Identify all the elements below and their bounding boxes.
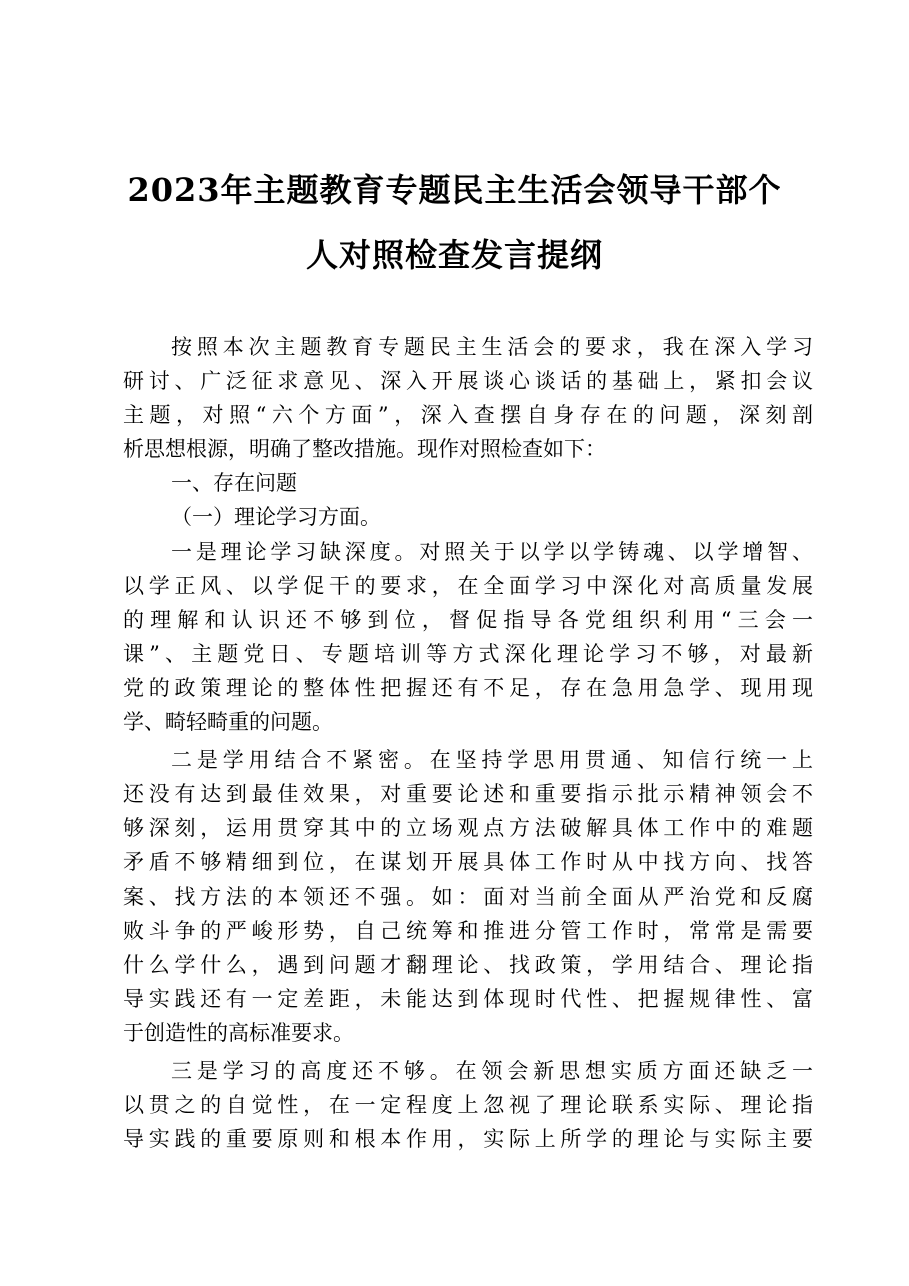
paragraph-line: 二是学用结合不紧密。在坚持学思用贯通、知信行统一上 (171, 748, 813, 773)
paragraph-line: 矛盾不够精细到位，在谋划开展具体工作时从中找方向、找答 (123, 850, 813, 875)
paragraph-line: 导实践还有一定差距，未能达到体现时代性、把握规律性、富 (123, 986, 813, 1011)
section-heading: 一、存在问题 (171, 471, 297, 496)
paragraph-line: 以贯之的自觉性，在一定程度上忽视了理论联系实际、理论指 (123, 1093, 813, 1118)
paragraph-line: 学、畸轻畸重的问题。 (123, 710, 333, 735)
paragraph-line: 够深刻，运用贯穿其中的立场观点方法破解具体工作中的难题 (123, 816, 813, 841)
paragraph-line: 以学正风、以学促干的要求，在全面学习中深化对高质量发展 (123, 573, 813, 598)
paragraph-line: 的理解和认识还不够到位，督促指导各党组织利用“三会一 (123, 607, 813, 632)
paragraph-line: 课”、主题党日、专题培训等方式深化理论学习不够，对最新 (123, 641, 813, 666)
paragraph-line: 主题，对照“六个方面”，深入查摆自身存在的问题，深刻剖 (123, 403, 813, 428)
paragraph-line: 按照本次主题教育专题民主生活会的要求，我在深入学习 (171, 335, 813, 359)
paragraph-line: 党的政策理论的整体性把握还有不足，存在急用急学、现用现 (123, 675, 813, 700)
subsection-heading: （一）理论学习方面。 (171, 505, 381, 530)
paragraph-line: 还没有达到最佳效果，对重要论述和重要指示批示精神领会不 (123, 782, 813, 807)
paragraph-line: 于创造性的高标准要求。 (123, 1020, 354, 1045)
paragraph-line: 败斗争的严峻形势，自己统筹和推进分管工作时，常常是需要 (123, 918, 813, 943)
paragraph-line: 研讨、广泛征求意见、深入开展谈心谈话的基础上，紧扣会议 (123, 369, 813, 394)
document-title-line-2: 人对照检查发言提纲 (305, 236, 603, 274)
paragraph-line: 导实践的重要原则和根本作用，实际上所学的理论与实际主要 (123, 1127, 813, 1152)
paragraph-line: 三是学习的高度还不够。在领会新思想实质方面还缺乏一 (171, 1058, 813, 1083)
paragraph-line: 一是理论学习缺深度。对照关于以学以学铸魂、以学增智、 (171, 539, 813, 564)
paragraph-line: 析思想根源，明确了整改措施。现作对照检查如下： (123, 437, 606, 462)
paragraph-line: 案、找方法的本领还不强。如：面对当前全面从严治党和反腐 (123, 884, 813, 909)
document-body (123, 330, 813, 1156)
document-title-line-1: 2023年主题教育专题民主生活会领导干部个 (127, 171, 782, 209)
paragraph-line: 什么学什么，遇到问题才翻理论、找政策，学用结合、理论指 (123, 952, 813, 977)
